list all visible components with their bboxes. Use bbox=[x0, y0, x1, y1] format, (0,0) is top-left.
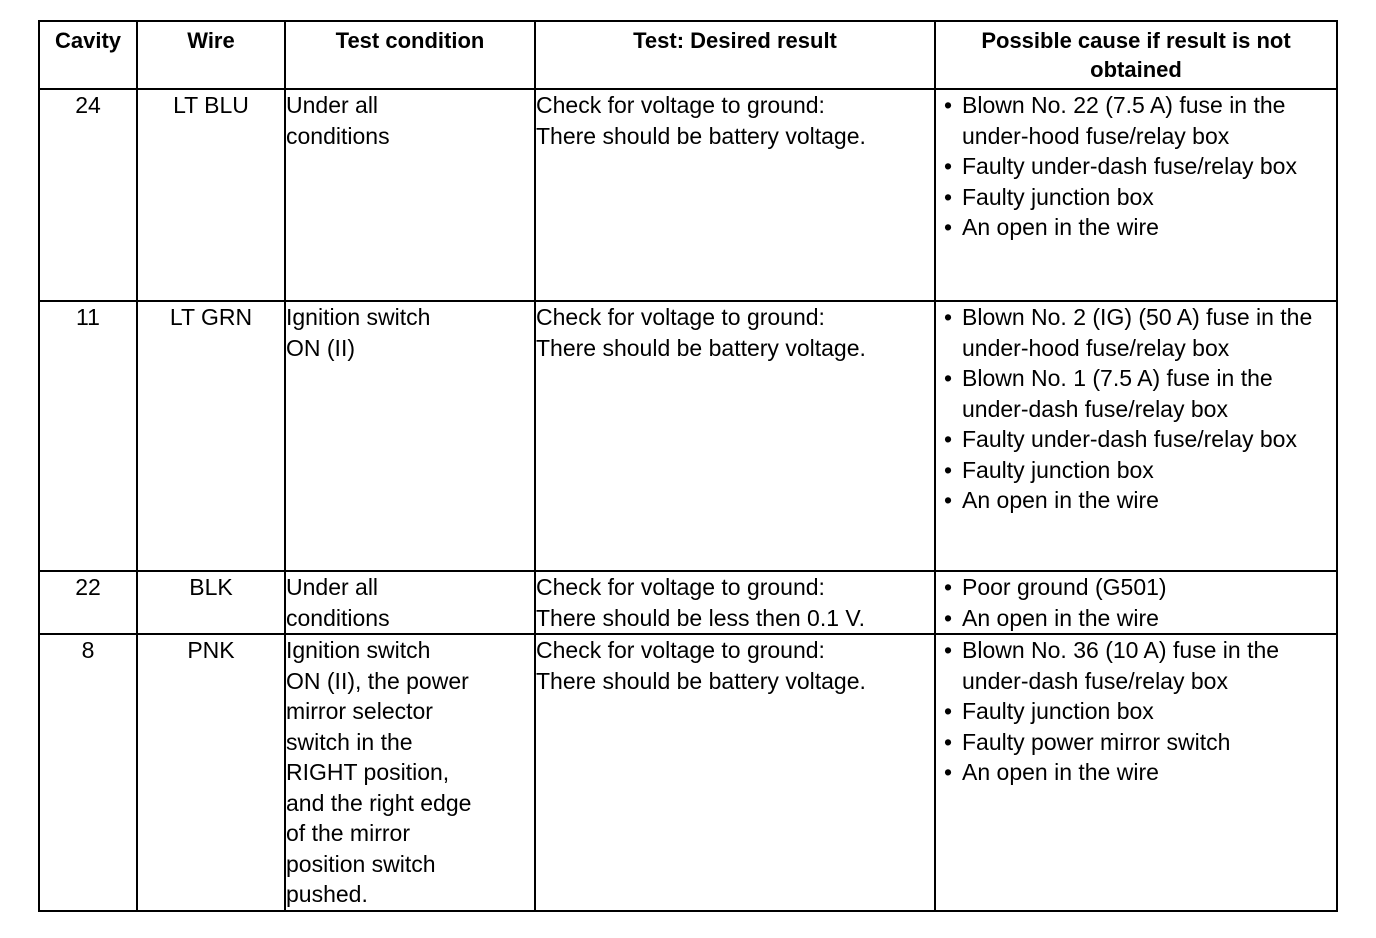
cavity-cell: 24 bbox=[39, 89, 137, 301]
table-row bbox=[39, 89, 1337, 301]
cause-cell bbox=[935, 634, 1337, 911]
header-test-condition: Test condition bbox=[285, 21, 535, 89]
wire-cell: LT GRN bbox=[137, 301, 285, 571]
wire-cell: BLK bbox=[137, 571, 285, 634]
table-row bbox=[39, 301, 1337, 571]
cause-list bbox=[936, 635, 1336, 788]
header-cavity: Cavity bbox=[39, 21, 137, 89]
cause-item: • Blown No. 22 (7.5 A) fuse in the under-hood fuse/relay box bbox=[936, 90, 1336, 151]
cause-cell bbox=[935, 89, 1337, 301]
cavity-cell: 22 bbox=[39, 571, 137, 634]
header-wire: Wire bbox=[137, 21, 285, 89]
cause-item: • Faulty power mirror switch bbox=[936, 727, 1336, 758]
cavity-cell: 11 bbox=[39, 301, 137, 571]
cause-item: • Faulty under-dash fuse/relay box bbox=[936, 424, 1336, 455]
cause-cell bbox=[935, 301, 1337, 571]
condition-cell: Ignition switch ON (II) bbox=[285, 301, 535, 571]
condition-cell: Under all conditions bbox=[285, 89, 535, 301]
cause-item: • Faulty under-dash fuse/relay box bbox=[936, 151, 1336, 182]
result-cell: Check for voltage to ground: There should be battery voltage. bbox=[535, 89, 935, 301]
header-possible-cause: Possible cause if result is not obtained bbox=[935, 21, 1337, 89]
header-desired-result: Test: Desired result bbox=[535, 21, 935, 89]
cause-item: • An open in the wire bbox=[936, 485, 1336, 516]
cause-item: • Blown No. 1 (7.5 A) fuse in the under-dash fuse/relay box bbox=[936, 363, 1336, 424]
condition-cell: Ignition switch ON (II), the power mirror selector switch in the RIGHT position, and the right edge of the mirror position switch pushed. bbox=[285, 634, 535, 911]
condition-cell: Under all conditions bbox=[285, 571, 535, 634]
cause-list bbox=[936, 90, 1336, 243]
result-cell: Check for voltage to ground: There should be less then 0.1 V. bbox=[535, 571, 935, 634]
cause-item: • Poor ground (G501) bbox=[936, 572, 1336, 603]
cause-item: • An open in the wire bbox=[936, 212, 1336, 243]
cause-cell bbox=[935, 571, 1337, 634]
cause-item: • An open in the wire bbox=[936, 603, 1336, 634]
cause-item: • Blown No. 36 (10 A) fuse in the under-dash fuse/relay box bbox=[936, 635, 1336, 696]
cause-list bbox=[936, 302, 1336, 516]
cause-item: • Faulty junction box bbox=[936, 696, 1336, 727]
result-cell: Check for voltage to ground: There should be battery voltage. bbox=[535, 301, 935, 571]
wire-cell: LT BLU bbox=[137, 89, 285, 301]
cause-list bbox=[936, 572, 1336, 633]
diagnosis-table bbox=[38, 20, 1338, 912]
table-row bbox=[39, 634, 1337, 911]
result-cell: Check for voltage to ground: There should be battery voltage. bbox=[535, 634, 935, 911]
cause-item: • Faulty junction box bbox=[936, 182, 1336, 213]
table-row bbox=[39, 571, 1337, 634]
cause-item: • An open in the wire bbox=[936, 757, 1336, 788]
cause-item: • Blown No. 2 (IG) (50 A) fuse in the under-hood fuse/relay box bbox=[936, 302, 1336, 363]
cavity-cell: 8 bbox=[39, 634, 137, 911]
wire-cell: PNK bbox=[137, 634, 285, 911]
cause-item: • Faulty junction box bbox=[936, 455, 1336, 486]
header-row bbox=[39, 21, 1337, 89]
